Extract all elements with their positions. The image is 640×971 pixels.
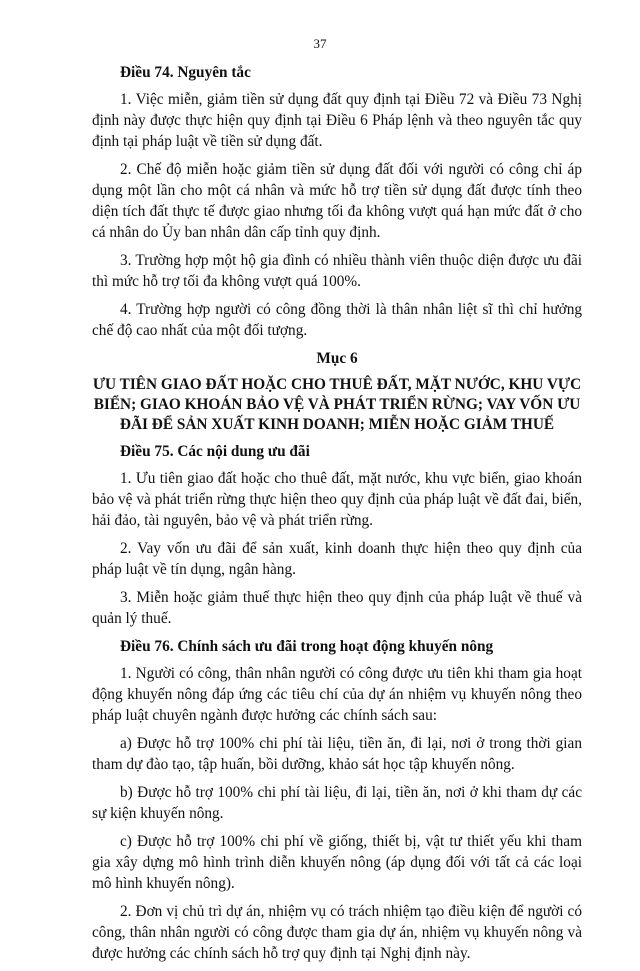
page-content (92, 62, 582, 971)
section-6-heading: ƯU TIÊN GIAO ĐẤT HOẶC CHO THUÊ ĐẤT, MẶT NƯỚC, KHU VỰC BIỂN; GIAO KHOÁN BẢO VỆ VÀ PHÁT TRIỂN RỪNG; VAY VỐN ƯU ĐÃI ĐỂ SẢN XUẤT KINH DOANH; MIỄN HOẶC GIẢM THUẾ (92, 376, 582, 433)
article-75-paragraph-3: 3. Miễn hoặc giảm thuế thực hiện theo quy định của pháp luật về thuế và quản lý thuế. (92, 589, 582, 627)
article-76-paragraph-a: a) Được hỗ trợ 100% chi phí tài liệu, tiền ăn, đi lại, nơi ở trong thời gian tham dự đào tạo, tập huấn, bồi dưỡng, khảo sát học tập khuyến nông. (92, 735, 582, 773)
article-76-paragraph-2: 2. Đơn vị chủ trì dự án, nhiệm vụ có trách nhiệm tạo điều kiện để người có công, thân nhân người có công được tham gia dự án, nhiệm vụ khuyến nông và được hưởng các chính sách hỗ trợ quy định tại Nghị định này. (92, 903, 582, 962)
article-74-paragraph-4: 4. Trường hợp người có công đồng thời là thân nhân liệt sĩ thì chỉ hưởng chế độ cao nhất của một đối tượng. (92, 301, 582, 339)
page-number: 37 (313, 36, 327, 51)
section-6-title: Mục 6 (316, 350, 358, 367)
article-76-paragraph-c: c) Được hỗ trợ 100% chi phí về giống, thiết bị, vật tư thiết yếu khi tham gia xây dựng mô hình trình diễn khuyến nông (áp dụng đối với tất cả các loại mô hình khuyến nông). (92, 833, 582, 892)
article-74-paragraph-1: 1. Việc miễn, giảm tiền sử dụng đất quy định tại Điều 72 và Điều 73 Nghị định này được thực hiện quy định tại Điều 6 Pháp lệnh và theo nguyên tắc quy định tại pháp luật về tiền sử dụng đất. (92, 91, 582, 150)
article-74-title: Điều 74. Nguyên tắc (120, 64, 251, 81)
article-75-paragraph-2: 2. Vay vốn ưu đãi để sản xuất, kinh doanh thực hiện theo quy định của pháp luật về tín dụng, ngân hàng. (92, 540, 582, 578)
article-75-title: Điều 75. Các nội dung ưu đãi (120, 443, 310, 460)
article-74-paragraph-2: 2. Chế độ miễn hoặc giảm tiền sử dụng đất đối với người có công chỉ áp dụng một lần cho một cá nhân và mức hỗ trợ tiền sử dụng đất được tính theo diện tích đất thực tế được giao nhưng tối đa không vượt quá hạn mức đất ở cho cá nhân do Ủy ban nhân dân cấp tỉnh quy định. (92, 161, 582, 241)
article-74-paragraph-3: 3. Trường hợp một hộ gia đình có nhiều thành viên thuộc diện được ưu đãi thì mức hỗ trợ tối đa không vượt quá 100%. (92, 252, 582, 290)
article-76-title: Điều 76. Chính sách ưu đãi trong hoạt động khuyến nông (120, 638, 494, 655)
article-75-paragraph-1: 1. Ưu tiên giao đất hoặc cho thuê đất, mặt nước, khu vực biển, giao khoán bảo vệ và phát triển rừng thực hiện theo quy định của pháp luật về đất đai, biển, hải đảo, tài nguyên, bảo vệ và phát triển rừng. (92, 470, 582, 529)
article-76-paragraph-b: b) Được hỗ trợ 100% chi phí tài liệu, đi lại, tiền ăn, nơi ở khi tham dự các sự kiện khuyến nông. (92, 784, 582, 822)
article-76-paragraph-1: 1. Người có công, thân nhân người có công được ưu tiên khi tham gia hoạt động khuyến nông đáp ứng các tiêu chí của dự án nhiệm vụ khuyến nông theo pháp luật chuyên ngành được hưởng các chính sách sau: (92, 665, 582, 724)
